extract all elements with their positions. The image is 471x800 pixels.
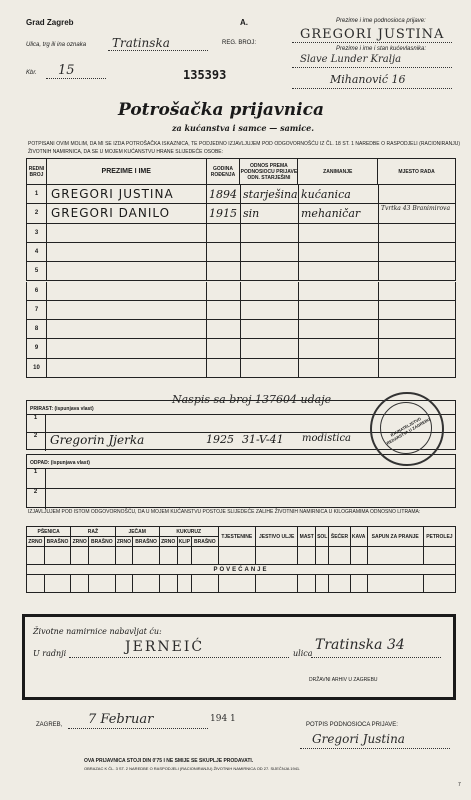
odpad-label: ODPAD: (ispunjava vlast)	[30, 460, 90, 466]
member-relation	[241, 243, 299, 262]
member-name	[47, 262, 207, 281]
sub-zrno: ZRNO	[72, 538, 87, 545]
member-occupation	[299, 282, 379, 301]
member-occupation: mehaničar	[299, 204, 379, 223]
sub-brasno: BRAŠNO	[192, 537, 219, 547]
member-occupation	[299, 224, 379, 243]
member-work	[379, 243, 457, 262]
col-header-year: GODINA ROĐENJA	[206, 159, 240, 185]
single-petrolej: PETROLEJ	[423, 527, 455, 547]
prirast-year	[206, 415, 240, 433]
member-relation	[241, 339, 299, 358]
stock-table	[26, 526, 456, 593]
street-label: Ulica, trg ili ina oznaka	[26, 42, 87, 48]
member-relation: sin	[241, 204, 299, 223]
member-year	[207, 262, 241, 281]
applicant-label: Prezime i ime podnosioca prijave:	[336, 18, 426, 24]
single-mast: MAST	[298, 527, 316, 547]
member-row	[26, 301, 456, 320]
supply-street-label: ulica	[293, 649, 313, 658]
member-no: 2	[27, 204, 47, 223]
member-relation	[241, 224, 299, 243]
odpad-no: 1	[26, 469, 46, 489]
member-row	[26, 185, 456, 204]
member-no: 6	[27, 282, 47, 301]
sub-brasno: BRAŠNO	[89, 537, 116, 547]
member-year: 1894	[207, 185, 241, 204]
applicant-value: GREGORI JUSTINA	[300, 27, 445, 42]
footer-note-price: OVA PRIJAVNICA STOJI DIN 0'75 I NE SMIJE SE SKUPLJE PRODAVATI.	[84, 758, 254, 764]
prirast-date	[242, 415, 298, 433]
col-header-occupation: ZANIMANJE	[298, 159, 378, 185]
sub-brasno: BRAŠNO	[44, 537, 71, 547]
member-name	[47, 301, 207, 320]
member-name	[47, 224, 207, 243]
member-name	[47, 359, 207, 378]
member-work	[379, 262, 457, 281]
member-work	[379, 185, 457, 204]
member-no: 10	[27, 359, 47, 378]
form-letter: A.	[240, 18, 248, 27]
member-no: 4	[27, 243, 47, 262]
member-no: 5	[27, 262, 47, 281]
intro-text: POTPISANI OVIM MOLIM, DA MI SE IZDA POTROŠAČKA ISKAZNICA, TE PODJEDNO IZJAVLJUJEM POD ODGOVORNOŠĆU IZ ČL. 18 ST. 1 NAREDBE O RASPODJELI (RACIONIRANJU) ŽIVOTNIH NAMIRNICA, DA SE U MOJEM KUĆANSTVU HRANE SLIJEDEĆE OSOBE:	[28, 141, 460, 155]
prirast-name	[50, 415, 200, 433]
member-relation	[241, 320, 299, 339]
member-relation	[241, 359, 299, 378]
archive-mark: DRŽAVNI ARHIV U ZAGREBU	[309, 677, 378, 683]
col-header-no: REDNI BROJ	[27, 159, 47, 185]
kbr-label: Kbr.	[26, 70, 37, 76]
member-row	[26, 262, 456, 281]
col-header-name: PREZIME I IME	[46, 159, 206, 185]
landlord-value-2: Mihanović 16	[330, 73, 406, 86]
member-relation: starješina	[241, 185, 299, 204]
col-header-relation: ODNOS PREMA PODNOSIOCU PRIJAVE ODN. STARJEŠINI	[240, 159, 298, 185]
prirast-no: 2	[26, 433, 46, 451]
page-mark: 7	[458, 782, 461, 788]
member-occupation	[299, 301, 379, 320]
odpad-no: 2	[26, 489, 46, 509]
member-year: 1915	[207, 204, 241, 223]
shop-label: U radnji	[33, 649, 67, 658]
group-kukuruz: KUKURUZ	[159, 527, 218, 537]
group-raz: RAŽ	[71, 527, 115, 537]
sub-zrno: ZRNO	[116, 538, 132, 545]
member-work	[379, 282, 457, 301]
prirast-occupation: modistica	[302, 433, 352, 444]
stamp-text: RAVNATELJSTVO REDARSTVA U ZAGREBU	[385, 416, 431, 446]
footer-place: ZAGREB,	[36, 722, 63, 728]
member-work	[379, 224, 457, 243]
member-year	[207, 224, 241, 243]
supply-label: Životne namirnice nabavljat ću:	[33, 627, 162, 636]
supply-street-value: Tratinska 34	[315, 637, 405, 653]
member-relation	[241, 301, 299, 320]
member-work	[379, 320, 457, 339]
member-row	[26, 243, 456, 262]
prirast-year: 1925	[206, 433, 234, 446]
group-psenica: PŠENICA	[27, 527, 71, 537]
member-no: 1	[27, 185, 47, 204]
member-name	[47, 339, 207, 358]
povecanje-label: POVEĆANJE	[27, 565, 456, 575]
sub-klip: KLIP	[178, 538, 191, 545]
member-row	[26, 320, 456, 339]
member-work	[379, 339, 457, 358]
shop-value: JERNEIĆ	[125, 639, 205, 655]
prirast-note: Naspis sa broj 137604 udaje	[172, 393, 332, 406]
member-row	[26, 204, 456, 223]
member-year	[207, 339, 241, 358]
signature-label: POTPIS PODNOSIOCA PRIJAVE:	[306, 722, 398, 728]
member-row	[26, 282, 456, 301]
member-row	[26, 224, 456, 243]
members-table	[26, 158, 456, 185]
member-work	[379, 359, 457, 378]
landlord-value-1: Slave Lunder Kralja	[300, 54, 402, 65]
footer-note-regulation: OBRAZAC K ČL. 3 ST. 2 NAREDBE O RASPODJELI (RACIONIRANJU) ŽIVOTNIH NAMIRNICA OD 27. SIJEČNJA 1941.	[84, 766, 301, 771]
declaration-text: IZJAVLJUJEM POD ISTOM ODGOVORNOŠĆU, DA U MOJEM KUĆANSTVU POSTOJE SLIJEDEĆE ZALIHE ŽIVOTNIH NAMIRNICA U KILOGRAMIMA ODNOSNO LITRAMA:	[28, 509, 421, 515]
member-name	[47, 282, 207, 301]
single-sol: SOL	[316, 527, 329, 547]
member-name	[47, 243, 207, 262]
prirast-date: 31-V-41	[242, 433, 284, 446]
sub-zrno: ZRNO	[161, 538, 176, 545]
member-year	[207, 243, 241, 262]
member-year	[207, 282, 241, 301]
sub-zrno: ZRNO	[28, 538, 43, 545]
member-occupation	[299, 359, 379, 378]
member-row	[26, 339, 456, 358]
group-jecam: JEČAM	[115, 527, 159, 537]
member-relation	[241, 262, 299, 281]
form-subtitle: za kućanstva i samce — samice.	[172, 123, 315, 133]
member-work: Tvrtka 43 Branimirova	[381, 205, 451, 213]
signature-value: Gregori Justina	[312, 732, 405, 746]
member-year	[207, 320, 241, 339]
member-no: 7	[27, 301, 47, 320]
single-sapun: SAPUN ZA PRANJE	[367, 527, 423, 547]
member-no: 8	[27, 320, 47, 339]
prirast-name: Gregorin Jjerka	[50, 433, 145, 447]
form-title: Potrošačka prijavnica	[118, 100, 324, 120]
single-secer: ŠEĆER	[329, 527, 350, 547]
member-occupation	[299, 262, 379, 281]
landlord-label: Prezime i ime i stan kućevlasnika:	[336, 46, 427, 52]
member-work	[379, 301, 457, 320]
odpad-row	[26, 488, 456, 508]
member-year	[207, 301, 241, 320]
supply-box	[22, 614, 456, 700]
col-header-work: MJESTO RADA	[378, 159, 456, 185]
member-occupation	[299, 243, 379, 262]
footer-year: 194 1	[210, 714, 236, 724]
member-occupation	[299, 320, 379, 339]
official-stamp	[370, 392, 444, 466]
reg-number-label: REG. BROJ:	[222, 40, 257, 46]
kbr-value: 15	[58, 63, 75, 78]
member-no: 9	[27, 339, 47, 358]
member-name	[47, 320, 207, 339]
member-occupation	[299, 339, 379, 358]
member-year	[207, 359, 241, 378]
single-tjestenine: TJESTENINE	[218, 527, 255, 547]
registration-number: 135393	[183, 68, 227, 82]
sub-brasno: BRAŠNO	[133, 537, 160, 547]
member-relation	[241, 282, 299, 301]
prirast-no: 1	[26, 415, 46, 433]
street-value: Tratinska	[112, 36, 170, 50]
member-row	[26, 359, 456, 378]
footer-date: 7 Februar	[88, 712, 154, 727]
prirast-label: PRIRAST: (ispunjava vlast)	[30, 406, 94, 412]
member-occupation: kućanica	[299, 185, 379, 204]
city-label: Grad Zagreb	[26, 18, 74, 27]
single-kava: KAVA	[350, 527, 367, 547]
member-no: 3	[27, 224, 47, 243]
single-ulje: JESTIVO ULJE	[255, 527, 297, 547]
member-name: GREGORI DANILO	[47, 204, 207, 223]
member-name: GREGORI JUSTINA	[47, 185, 207, 204]
odpad-row	[26, 468, 456, 488]
